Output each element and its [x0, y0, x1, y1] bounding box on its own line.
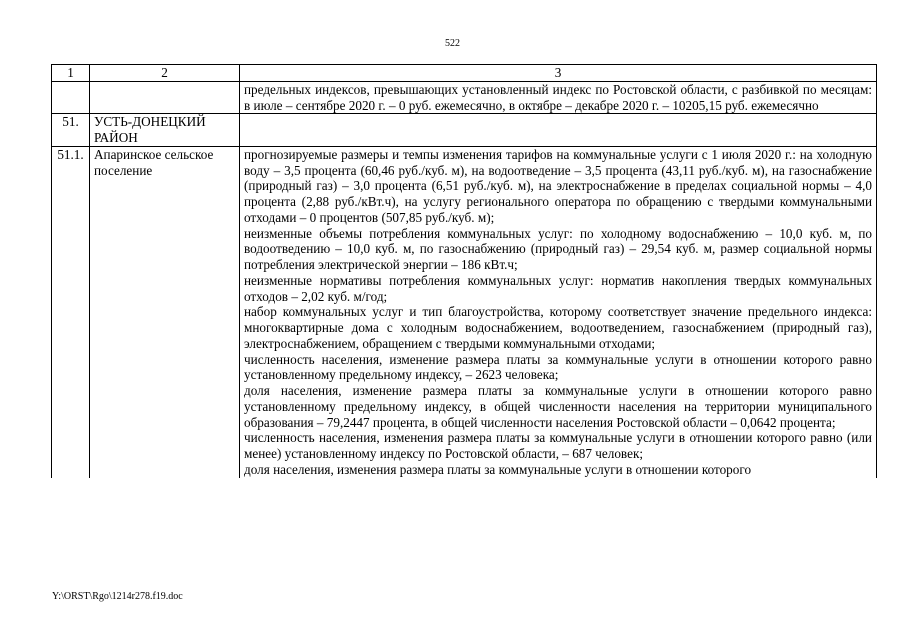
paragraph-norms: неизменные нормативы потребления коммунальных услуг: норматив накопления твердых коммунальных отходов – 2,02 куб. м/год; — [244, 272, 872, 304]
footer-file-path: Y:\ORST\Rgo\1214r278.f19.doc — [52, 591, 183, 602]
continued-paragraph: предельных индексов, превышающих установленный индекс по Ростовской области, с разбивкой по месяцам: в июле – сентябре 2020 г. – 0 руб. ежемесячно, в октябре – декабре 2020 г. – 10205,15 руб. ежемесячно — [244, 81, 872, 113]
district-name-cell: УСТЬ-ДОНЕЦКИЙ РАЙОН — [90, 114, 240, 147]
header-col-1: 1 — [52, 65, 90, 82]
paragraph-tariffs: прогнозируемые размеры и темпы изменения тарифов на коммунальные услуги с 1 июля 2020 г.: на холодную воду – 3,5 процента (60,46 руб./куб. м), на водоотведение – 3,5 процента (43,11 руб./куб. м), на газоснабжение (природный газ) – 3,0 процента (6,51 руб./куб. м), на электроснабжение в пределах социальной нормы – 4,0 процента (2,88 руб./кВт.ч), на услугу регионального оператора по обращению с твердыми коммунальными отходами – 0 процентов (507,85 руб./куб. м); — [244, 146, 872, 225]
paragraph-population-count: численность населения, изменение размера платы за коммунальные услуги в отношении которого равно установленному предельному индексу, – 2623 человека; — [244, 351, 872, 383]
table-row-settlement — [52, 146, 877, 477]
paragraph-share-regional: доля населения, изменения размера платы за коммунальные услуги в отношении которого — [244, 461, 752, 477]
settlement-content-cell — [240, 146, 877, 477]
page-number: 522 — [445, 38, 460, 49]
row-content-cell — [240, 114, 877, 147]
settlement-name-cell: Апаринское сельское поселение — [90, 146, 240, 477]
paragraph-population-share: доля населения, изменение размера платы за коммунальные услуги в отношении которого равно установленному предельному индексу, в общей численности населения на территории муниципального образования – 79,2447 процента, в общей численности населения Ростовской области – 0,0642 процента; — [244, 383, 872, 430]
row-number-cell: 51.1. — [52, 146, 90, 477]
header-col-3: 3 — [240, 65, 877, 82]
header-col-2: 2 — [90, 65, 240, 82]
row-number-cell — [52, 81, 90, 114]
row-number-cell: 51. — [52, 114, 90, 147]
paragraph-volumes: неизменные объемы потребления коммунальных услуг: по холодному водоснабжению – 10,0 куб. м, по водоотведению – 10,0 куб. м, по газоснабжению (природный газ) – 29,54 куб. м, размер социальной нормы потребления электрической энергии – 186 кВт.ч; — [244, 225, 872, 272]
row-name-cell — [90, 81, 240, 114]
paragraph-population-regional: численность населения, изменения размера платы за коммунальные услуги в отношении которого равно (или менее) установленному индексу по Ростовской области, – 687 человек; — [244, 430, 872, 461]
row-content-cell — [240, 81, 877, 114]
document-table — [51, 64, 877, 478]
table-row-district — [52, 114, 877, 147]
table-row — [52, 81, 877, 114]
paragraph-services-set: набор коммунальных услуг и тип благоустройства, которому соответствует значение предельного индекса: многоквартирные дома с холодным водоснабжением, водоотведением, газоснабжением (природный газ), электроснабжением, обращением с твердыми коммунальными отходами; — [244, 304, 872, 351]
table-header-row — [52, 65, 877, 82]
